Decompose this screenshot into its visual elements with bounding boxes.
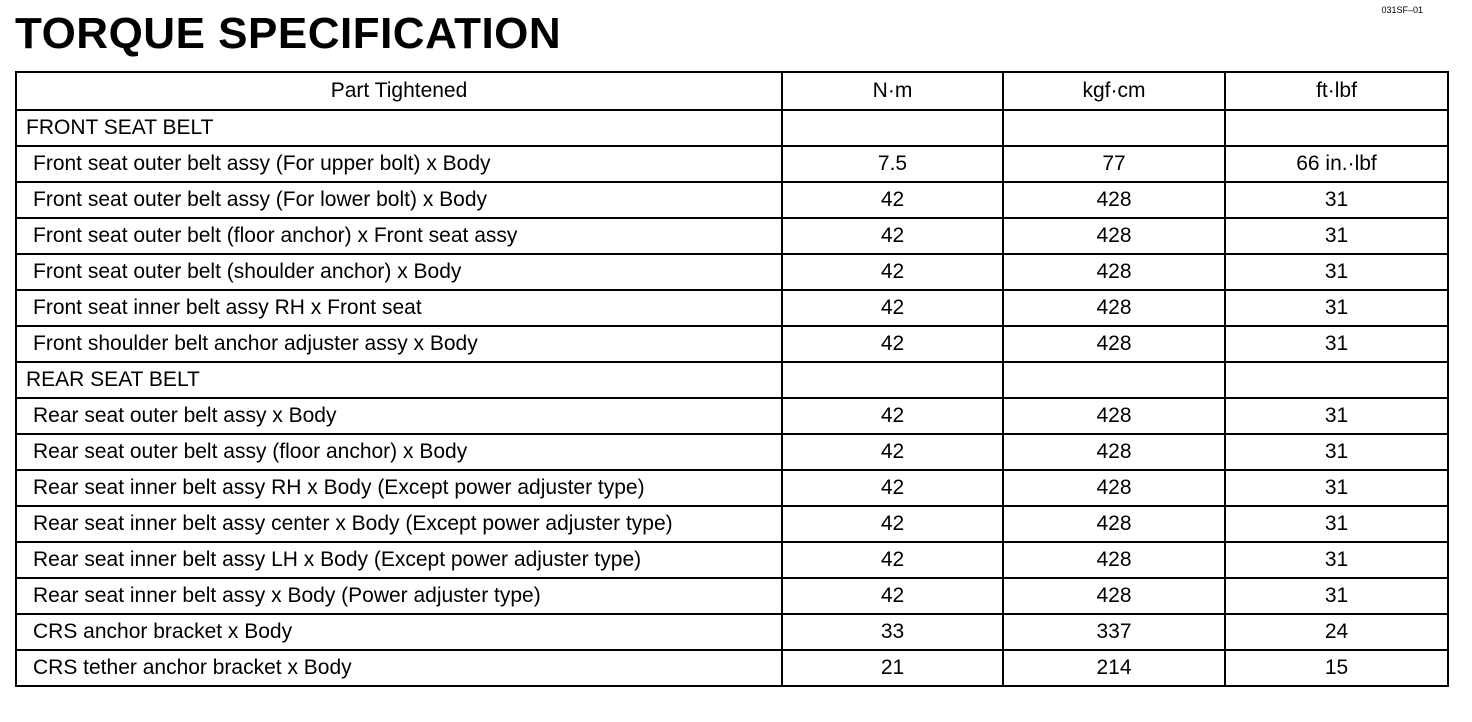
- torque-kgf-cm-cell: 428: [1003, 290, 1225, 326]
- torque-ft-lbf-cell: 31: [1225, 398, 1448, 434]
- table-row: [16, 182, 1448, 218]
- torque-nm-cell: 21: [782, 650, 1003, 686]
- table-row: [16, 254, 1448, 290]
- torque-nm-cell: 42: [782, 326, 1003, 362]
- part-tightened-cell: Front seat outer belt (floor anchor) x Front seat assy: [16, 218, 782, 254]
- part-tightened-cell: Front seat outer belt (shoulder anchor) x Body: [16, 254, 782, 290]
- torque-kgf-cm-cell: 428: [1003, 434, 1225, 470]
- torque-ft-lbf-cell: 31: [1225, 326, 1448, 362]
- empty-cell: [782, 110, 1003, 146]
- part-tightened-cell: CRS anchor bracket x Body: [16, 614, 782, 650]
- torque-nm-cell: 42: [782, 182, 1003, 218]
- part-tightened-cell: CRS tether anchor bracket x Body: [16, 650, 782, 686]
- torque-ft-lbf-cell: 31: [1225, 182, 1448, 218]
- torque-nm-cell: 42: [782, 398, 1003, 434]
- torque-nm-cell: 7.5: [782, 146, 1003, 182]
- part-tightened-cell: Rear seat inner belt assy RH x Body (Except power adjuster type): [16, 470, 782, 506]
- table-row: [16, 218, 1448, 254]
- torque-kgf-cm-cell: 214: [1003, 650, 1225, 686]
- column-header-part: Part Tightened: [16, 72, 782, 110]
- torque-kgf-cm-cell: 428: [1003, 398, 1225, 434]
- torque-ft-lbf-cell: 24: [1225, 614, 1448, 650]
- torque-ft-lbf-cell: 31: [1225, 470, 1448, 506]
- table-row: [16, 614, 1448, 650]
- section-label: REAR SEAT BELT: [16, 362, 782, 398]
- table-body: [16, 110, 1448, 686]
- part-tightened-cell: Rear seat outer belt assy (floor anchor) x Body: [16, 434, 782, 470]
- table-row: [16, 290, 1448, 326]
- empty-cell: [1225, 362, 1448, 398]
- torque-spec-table: [15, 71, 1449, 687]
- column-header-nm: N·m: [782, 72, 1003, 110]
- torque-ft-lbf-cell: 31: [1225, 218, 1448, 254]
- part-tightened-cell: Rear seat inner belt assy x Body (Power adjuster type): [16, 578, 782, 614]
- torque-kgf-cm-cell: 337: [1003, 614, 1225, 650]
- table-row: [16, 542, 1448, 578]
- torque-nm-cell: 42: [782, 542, 1003, 578]
- torque-ft-lbf-cell: 66 in.·lbf: [1225, 146, 1448, 182]
- table-row: [16, 398, 1448, 434]
- torque-ft-lbf-cell: 31: [1225, 542, 1448, 578]
- part-tightened-cell: Rear seat outer belt assy x Body: [16, 398, 782, 434]
- part-tightened-cell: Front seat outer belt assy (For lower bolt) x Body: [16, 182, 782, 218]
- torque-kgf-cm-cell: 77: [1003, 146, 1225, 182]
- header-row: [16, 72, 1448, 110]
- column-header-kgf-cm: kgf·cm: [1003, 72, 1225, 110]
- torque-kgf-cm-cell: 428: [1003, 254, 1225, 290]
- torque-kgf-cm-cell: 428: [1003, 182, 1225, 218]
- empty-cell: [1003, 362, 1225, 398]
- table-row: [16, 506, 1448, 542]
- page-title: TORQUE SPECIFICATION: [15, 9, 562, 58]
- torque-ft-lbf-cell: 31: [1225, 506, 1448, 542]
- torque-nm-cell: 42: [782, 470, 1003, 506]
- part-tightened-cell: Rear seat inner belt assy LH x Body (Except power adjuster type): [16, 542, 782, 578]
- table-header: [16, 72, 1448, 110]
- part-tightened-cell: Front seat inner belt assy RH x Front seat: [16, 290, 782, 326]
- torque-nm-cell: 42: [782, 578, 1003, 614]
- torque-kgf-cm-cell: 428: [1003, 326, 1225, 362]
- torque-kgf-cm-cell: 428: [1003, 506, 1225, 542]
- table-row: [16, 650, 1448, 686]
- section-label: FRONT SEAT BELT: [16, 110, 782, 146]
- torque-ft-lbf-cell: 15: [1225, 650, 1448, 686]
- document-code: 031SF–01: [1381, 5, 1423, 15]
- torque-nm-cell: 33: [782, 614, 1003, 650]
- torque-nm-cell: 42: [782, 506, 1003, 542]
- torque-kgf-cm-cell: 428: [1003, 218, 1225, 254]
- empty-cell: [1225, 110, 1448, 146]
- section-row: [16, 110, 1448, 146]
- torque-nm-cell: 42: [782, 218, 1003, 254]
- torque-ft-lbf-cell: 31: [1225, 578, 1448, 614]
- empty-cell: [782, 362, 1003, 398]
- table-row: [16, 578, 1448, 614]
- part-tightened-cell: Rear seat inner belt assy center x Body (Except power adjuster type): [16, 506, 782, 542]
- torque-ft-lbf-cell: 31: [1225, 434, 1448, 470]
- torque-ft-lbf-cell: 31: [1225, 254, 1448, 290]
- torque-kgf-cm-cell: 428: [1003, 578, 1225, 614]
- section-row: [16, 362, 1448, 398]
- torque-ft-lbf-cell: 31: [1225, 290, 1448, 326]
- table-row: [16, 434, 1448, 470]
- part-tightened-cell: Front seat outer belt assy (For upper bolt) x Body: [16, 146, 782, 182]
- table-row: [16, 326, 1448, 362]
- table-row: [16, 146, 1448, 182]
- part-tightened-cell: Front shoulder belt anchor adjuster assy x Body: [16, 326, 782, 362]
- torque-kgf-cm-cell: 428: [1003, 542, 1225, 578]
- torque-nm-cell: 42: [782, 254, 1003, 290]
- torque-nm-cell: 42: [782, 290, 1003, 326]
- torque-nm-cell: 42: [782, 434, 1003, 470]
- column-header-ft-lbf: ft·lbf: [1225, 72, 1448, 110]
- table-row: [16, 470, 1448, 506]
- empty-cell: [1003, 110, 1225, 146]
- torque-kgf-cm-cell: 428: [1003, 470, 1225, 506]
